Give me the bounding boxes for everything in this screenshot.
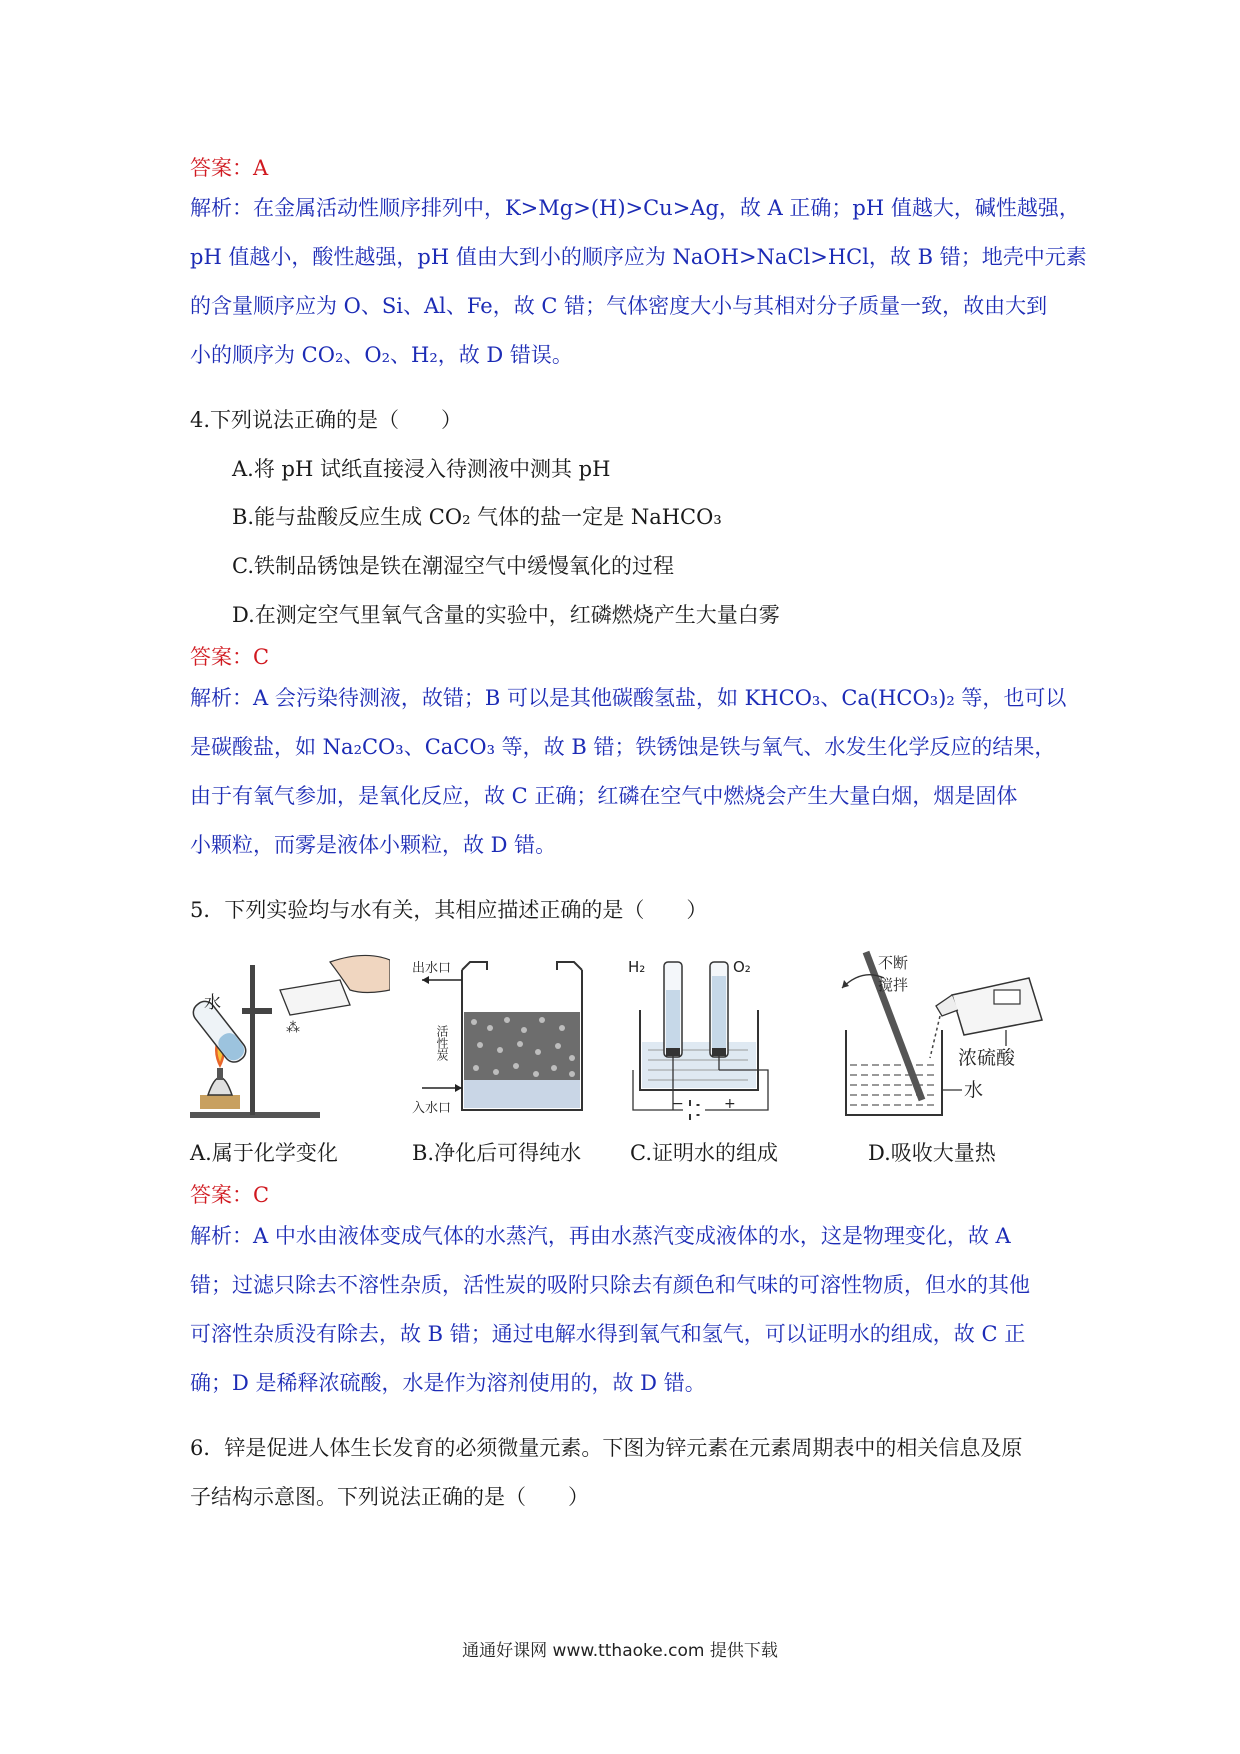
figure-c-plus-label: + <box>724 1096 736 1112</box>
q4-answer: 答案：C <box>190 645 270 669</box>
figure-c-electrolysis <box>628 950 788 1130</box>
q5-explanation-line-3: 可溶性杂质没有除去，故 B 错；通过电解水得到氧气和氢气，可以证明水的组成，故 C 正 <box>190 1322 1026 1346</box>
q5-explanation-line-2: 错；过滤只除去不溶性杂质，活性炭的吸附只除去有颜色和气味的可溶性物质，但水的其他 <box>190 1273 1030 1297</box>
figure-b-outlet-label: 出水口 <box>412 961 452 976</box>
q5-caption-d: D.吸收大量热 <box>868 1141 996 1165</box>
figure-b-carbon-label: 活性炭 <box>435 1025 449 1061</box>
q6-stem-line-2: 子结构示意图。下列说法正确的是（ ） <box>190 1485 589 1509</box>
q5-caption-b: B.净化后可得纯水 <box>412 1141 582 1165</box>
q4-option-c: C.铁制品锈蚀是铁在潮湿空气中缓慢氧化的过程 <box>232 554 674 578</box>
figure-b-inlet-label: 入水口 <box>412 1101 452 1116</box>
q4-explanation-line-2: 是碳酸盐，如 Na₂CO₃、CaCO₃ 等，故 B 错；铁锈蚀是铁与氧气、水发生化学反应的结果， <box>190 735 1056 759</box>
figure-c-o2-label: O₂ <box>733 958 751 976</box>
q3-explanation-line-1: 解析：在金属活动性顺序排列中，K>Mg>(H)>Cu>Ag，故 A 正确；pH 值越大，碱性越强， <box>190 196 1080 220</box>
q5-explanation-line-4: 确；D 是稀释浓硫酸，水是作为溶剂使用的，故 D 错。 <box>190 1371 706 1395</box>
page-footer: 通通好课网 www.tthaoke.com 提供下载 <box>462 1641 778 1661</box>
q3-answer: 答案：A <box>190 156 269 180</box>
q4-explanation-line-4: 小颗粒，而雾是液体小颗粒，故 D 错。 <box>190 833 557 857</box>
figure-a-water-label: 水 <box>204 993 221 1013</box>
q5-stem: 5．下列实验均与水有关，其相应描述正确的是（ ） <box>190 898 708 922</box>
q5-explanation-line-1: 解析：A 中水由液体变成气体的水蒸汽，再由水蒸汽变成液体的水，这是物理变化，故 A <box>190 1224 1011 1248</box>
figure-b-carbon-filter <box>412 950 592 1130</box>
q5-caption-c: C.证明水的组成 <box>630 1141 778 1165</box>
figure-d-water-label: 水 <box>964 1079 984 1101</box>
q4-explanation-line-3: 由于有氧气参加，是氧化反应，故 C 正确；红磷在空气中燃烧会产生大量白烟，烟是固体 <box>190 784 1018 808</box>
figure-d-acid-label: 浓硫酸 <box>958 1047 1016 1069</box>
q5-caption-a: A.属于化学变化 <box>190 1141 338 1165</box>
figure-c-minus-label: − <box>672 1096 684 1112</box>
figure-c-h2-label: H₂ <box>628 958 646 976</box>
q4-option-b: B.能与盐酸反应生成 CO₂ 气体的盐一定是 NaHCO₃ <box>232 505 722 529</box>
q4-explanation-line-1: 解析：A 会污染待测液，故错；B 可以是其他碳酸氢盐，如 KHCO₃、Ca(HCO₃)₂ 等，也可以 <box>190 686 1067 710</box>
q6-stem-line-1: 6．锌是促进人体生长发育的必须微量元素。下图为锌元素在元素周期表中的相关信息及原 <box>190 1436 1023 1460</box>
q4-option-d: D.在测定空气里氧气含量的实验中，红磷燃烧产生大量白雾 <box>232 603 780 627</box>
svg-text:⁂: ⁂ <box>286 1020 300 1036</box>
figure-d-stir-label-2: 搅拌 <box>878 976 909 994</box>
q3-explanation-line-3: 的含量顺序应为 O、Si、Al、Fe，故 C 错；气体密度大小与其相对分子质量一致，故由大到 <box>190 294 1048 318</box>
q3-explanation-line-4: 小的顺序为 CO₂、O₂、H₂，故 D 错误。 <box>190 343 573 367</box>
figure-d-dilute-acid <box>834 950 1064 1130</box>
figure-a-heating-water <box>190 950 390 1130</box>
figure-d-stir-label-1: 不断 <box>878 954 909 972</box>
q3-explanation-line-2: pH 值越小，酸性越强，pH 值由大到小的顺序应为 NaOH>NaCl>HCl，故 B 错；地壳中元素 <box>190 245 1087 269</box>
q4-stem: 4.下列说法正确的是（ ） <box>190 408 463 432</box>
q4-option-a: A.将 pH 试纸直接浸入待测液中测其 pH <box>232 457 611 481</box>
q5-answer: 答案：C <box>190 1183 270 1207</box>
